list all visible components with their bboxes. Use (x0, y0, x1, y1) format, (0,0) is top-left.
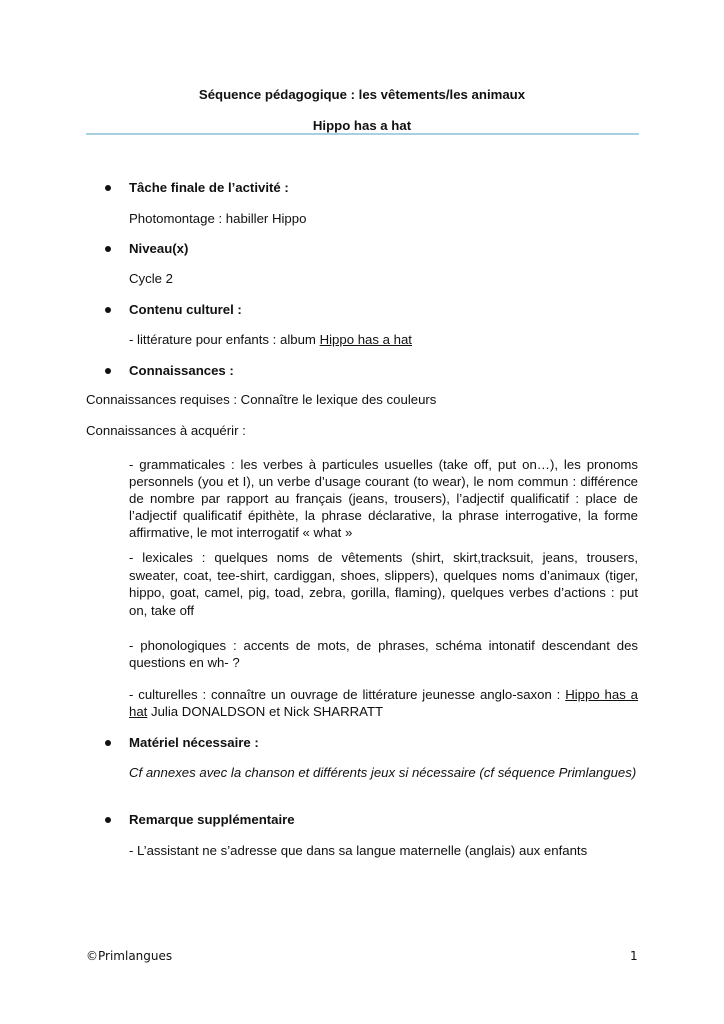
bullet-icon (105, 368, 111, 374)
footer-copyright: ©Primlangues (86, 949, 173, 963)
cultural-prefix: - culturelles : connaître un ouvrage de littérature jeunesse anglo-saxon : (129, 687, 566, 702)
bullet-icon (105, 307, 111, 313)
bullet-icon (105, 246, 111, 252)
cultural-book-link: Hippo has a hat (129, 687, 638, 719)
knowledge-heading: Connaissances : (129, 363, 234, 378)
knowledge-required: Connaissances requises : Connaître le lexique des couleurs (86, 392, 437, 407)
bullet-icon (105, 740, 111, 746)
page-number: 1 (630, 949, 638, 963)
level-heading: Niveau(x) (129, 241, 189, 256)
book-title-link: Hippo has a hat (319, 332, 412, 347)
grammar-paragraph: - grammaticales : les verbes à particules usuelles (take off, put on…), les pronoms personnels (you et I), un verbe d’usage courant (to wear), le nom commun : différence de nombre par rapport au français (jeans, trousers), l’adjectif qualificatif : place de l’adjectif qualificatif épithète, la phrase déclarative, la phrase interrogative, la forme affirmative, le mot interrogatif « what » (129, 457, 638, 540)
materials-heading: Matériel nécessaire : (129, 735, 259, 750)
document-subtitle: Hippo has a hat (312, 118, 412, 133)
cultural-authors: Julia DONALDSON et Nick SHARRATT (147, 704, 384, 719)
bullet-icon (105, 185, 111, 191)
culture-heading: Contenu culturel : (129, 302, 242, 317)
task-text: Photomontage : habiller Hippo (129, 211, 307, 226)
level-text: Cycle 2 (129, 271, 173, 286)
lexical-paragraph: - lexicales : quelques noms de vêtements (shirt, skirt,tracksuit, jeans, trousers, sweater, coat, tee-shirt, cardiggan, shoes, slippers), quelques noms d’animaux (tiger, hippo, goat, camel, pig, toad, zebra, gorilla, flaming), quelques verbes d’actions : put on, take off (129, 550, 638, 618)
document-title: Séquence pédagogique : les vêtements/les animaux (198, 87, 526, 102)
culture-text (129, 331, 412, 348)
title-divider (86, 133, 639, 135)
culture-text-prefix: - littérature pour enfants : album (129, 332, 320, 347)
remark-heading: Remarque supplémentaire (129, 812, 295, 827)
cultural-paragraph (129, 686, 638, 720)
materials-text: Cf annexes avec la chanson et différents jeux si nécessaire (cf séquence Primlangues) (129, 765, 637, 780)
task-heading: Tâche finale de l’activité : (129, 180, 289, 195)
knowledge-to-acquire: Connaissances à acquérir : (86, 423, 246, 438)
phonological-paragraph: - phonologiques : accents de mots, de phrases, schéma intonatif descendant des questions en wh- ? (129, 638, 638, 670)
remark-text: - L’assistant ne s’adresse que dans sa langue maternelle (anglais) aux enfants (129, 843, 588, 858)
bullet-icon (105, 817, 111, 823)
